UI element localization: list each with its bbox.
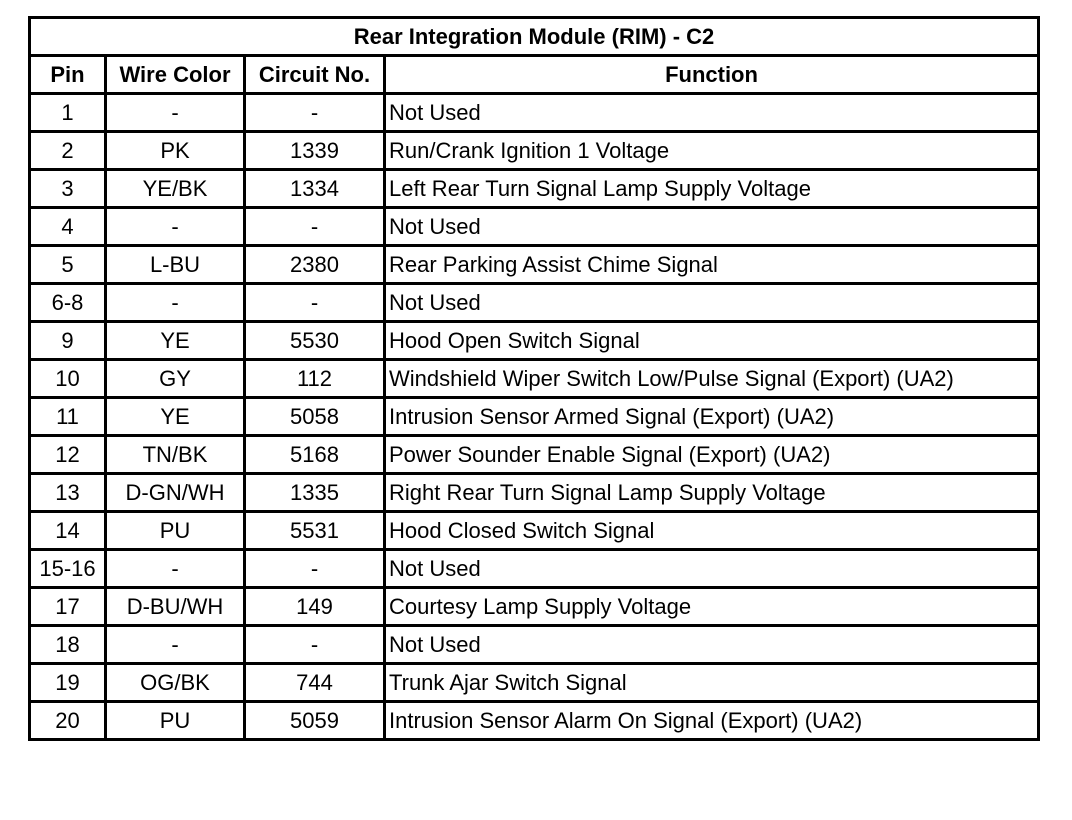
function-cell: Hood Open Switch Signal — [385, 322, 1039, 360]
table-row — [30, 284, 1039, 322]
wire-color-cell: - — [106, 284, 245, 322]
table-row — [30, 664, 1039, 702]
table-row — [30, 702, 1039, 740]
table-title: Rear Integration Module (RIM) - C2 — [30, 18, 1039, 56]
title-row — [30, 18, 1039, 56]
circuit-no-cell: 5530 — [245, 322, 385, 360]
header-circuit-no: Circuit No. — [245, 56, 385, 94]
pin-cell: 17 — [30, 588, 106, 626]
function-cell: Right Rear Turn Signal Lamp Supply Voltage — [385, 474, 1039, 512]
pin-cell: 18 — [30, 626, 106, 664]
pin-cell: 12 — [30, 436, 106, 474]
pin-cell: 11 — [30, 398, 106, 436]
wire-color-cell: TN/BK — [106, 436, 245, 474]
function-cell: Windshield Wiper Switch Low/Pulse Signal (Export) (UA2) — [385, 360, 1039, 398]
function-cell: Run/Crank Ignition 1 Voltage — [385, 132, 1039, 170]
circuit-no-cell: 5058 — [245, 398, 385, 436]
circuit-no-cell: - — [245, 94, 385, 132]
header-row — [30, 56, 1039, 94]
table-row — [30, 208, 1039, 246]
wire-color-cell: PK — [106, 132, 245, 170]
table-row — [30, 132, 1039, 170]
wire-color-cell: - — [106, 208, 245, 246]
pin-cell: 1 — [30, 94, 106, 132]
table-row — [30, 626, 1039, 664]
header-function: Function — [385, 56, 1039, 94]
function-cell: Hood Closed Switch Signal — [385, 512, 1039, 550]
pin-rows — [30, 94, 1039, 740]
table-row — [30, 398, 1039, 436]
table-row — [30, 94, 1039, 132]
wire-color-cell: GY — [106, 360, 245, 398]
wire-color-cell: OG/BK — [106, 664, 245, 702]
wire-color-cell: D-BU/WH — [106, 588, 245, 626]
pin-cell: 15-16 — [30, 550, 106, 588]
pin-cell: 14 — [30, 512, 106, 550]
table-row — [30, 512, 1039, 550]
circuit-no-cell: 5168 — [245, 436, 385, 474]
wire-color-cell: PU — [106, 512, 245, 550]
table-row — [30, 246, 1039, 284]
pin-cell: 13 — [30, 474, 106, 512]
pin-cell: 10 — [30, 360, 106, 398]
table-row — [30, 436, 1039, 474]
wire-color-cell: YE — [106, 398, 245, 436]
pin-cell: 19 — [30, 664, 106, 702]
pin-cell: 3 — [30, 170, 106, 208]
function-cell: Intrusion Sensor Alarm On Signal (Export) (UA2) — [385, 702, 1039, 740]
pin-cell: 5 — [30, 246, 106, 284]
table-row — [30, 170, 1039, 208]
function-cell: Intrusion Sensor Armed Signal (Export) (UA2) — [385, 398, 1039, 436]
pin-cell: 9 — [30, 322, 106, 360]
circuit-no-cell: 5531 — [245, 512, 385, 550]
circuit-no-cell: - — [245, 208, 385, 246]
circuit-no-cell: 1334 — [245, 170, 385, 208]
pin-cell: 6-8 — [30, 284, 106, 322]
pin-cell: 4 — [30, 208, 106, 246]
table-row — [30, 322, 1039, 360]
function-cell: Left Rear Turn Signal Lamp Supply Voltage — [385, 170, 1039, 208]
circuit-no-cell: - — [245, 550, 385, 588]
function-cell: Power Sounder Enable Signal (Export) (UA2) — [385, 436, 1039, 474]
wire-color-cell: PU — [106, 702, 245, 740]
function-cell: Not Used — [385, 94, 1039, 132]
function-cell: Rear Parking Assist Chime Signal — [385, 246, 1039, 284]
wire-color-cell: - — [106, 94, 245, 132]
circuit-no-cell: 1335 — [245, 474, 385, 512]
table-row — [30, 550, 1039, 588]
circuit-no-cell: - — [245, 626, 385, 664]
connector-pinout-table — [28, 16, 1040, 741]
header-wire-color: Wire Color — [106, 56, 245, 94]
circuit-no-cell: 5059 — [245, 702, 385, 740]
function-cell: Courtesy Lamp Supply Voltage — [385, 588, 1039, 626]
function-cell: Not Used — [385, 284, 1039, 322]
circuit-no-cell: 1339 — [245, 132, 385, 170]
wire-color-cell: D-GN/WH — [106, 474, 245, 512]
wire-color-cell: L-BU — [106, 246, 245, 284]
header-pin: Pin — [30, 56, 106, 94]
function-cell: Trunk Ajar Switch Signal — [385, 664, 1039, 702]
wire-color-cell: YE/BK — [106, 170, 245, 208]
wire-color-cell: YE — [106, 322, 245, 360]
pin-cell: 2 — [30, 132, 106, 170]
wire-color-cell: - — [106, 550, 245, 588]
table-row — [30, 474, 1039, 512]
circuit-no-cell: - — [245, 284, 385, 322]
function-cell: Not Used — [385, 208, 1039, 246]
circuit-no-cell: 744 — [245, 664, 385, 702]
function-cell: Not Used — [385, 626, 1039, 664]
circuit-no-cell: 112 — [245, 360, 385, 398]
circuit-no-cell: 149 — [245, 588, 385, 626]
wire-color-cell: - — [106, 626, 245, 664]
table-row — [30, 360, 1039, 398]
circuit-no-cell: 2380 — [245, 246, 385, 284]
table-row — [30, 588, 1039, 626]
function-cell: Not Used — [385, 550, 1039, 588]
pin-cell: 20 — [30, 702, 106, 740]
